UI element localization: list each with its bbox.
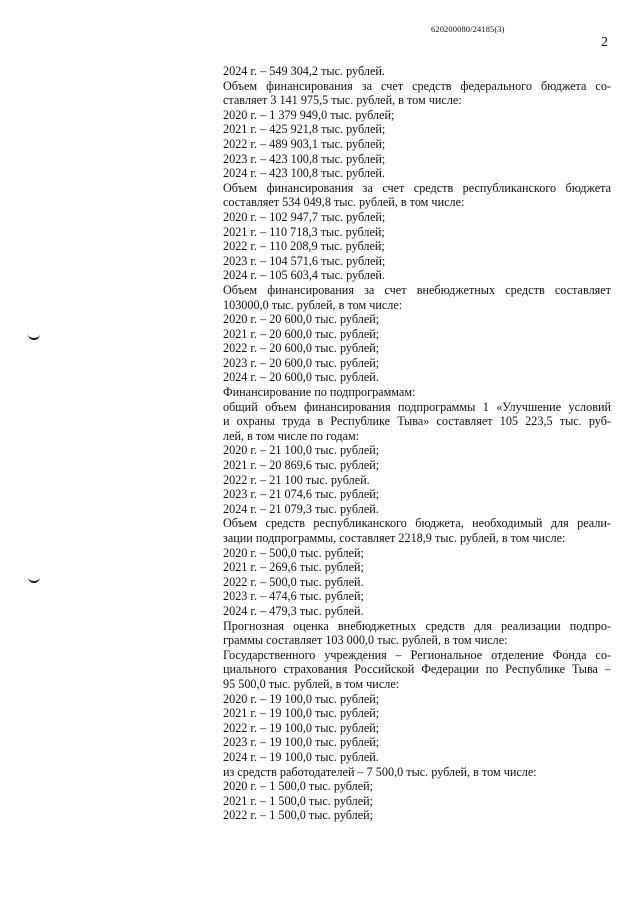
- text-line: 2024 г. – 20 600,0 тыс. рублей.: [223, 370, 379, 385]
- text-line: Прогнозная оценка внебюджетных средств для реализации подпро-: [223, 618, 611, 633]
- text-line: 2022 г. – 21 100 тыс. рублей.: [223, 472, 370, 487]
- text-line: 2021 г. – 110 718,3 тыс. рублей;: [223, 224, 385, 239]
- margin-mark: [28, 575, 40, 583]
- text-line: 2021 г. – 20 600,0 тыс. рублей;: [223, 326, 380, 341]
- text-line: 2022 г. – 110 208,9 тыс. рублей;: [223, 239, 385, 254]
- text-line: 2020 г. – 19 100,0 тыс. рублей;: [223, 691, 380, 706]
- document-id: 620200080/24185(3): [431, 24, 505, 34]
- text-line: 2021 г. – 20 869,6 тыс. рублей;: [223, 458, 380, 473]
- text-line: 2023 г. – 423 100,8 тыс. рублей;: [223, 151, 386, 166]
- text-line: составляет 534 049,8 тыс. рублей, в том числе:: [223, 195, 465, 210]
- text-line: Финансирование по подпрограммам:: [223, 385, 416, 400]
- text-line: 2023 г. – 104 571,6 тыс. рублей;: [223, 253, 386, 268]
- text-line: Объем финансирования за счет средств федерального бюджета со-: [223, 78, 611, 93]
- text-line: 2020 г. – 20 600,0 тыс. рублей;: [223, 312, 380, 327]
- text-line: Объем финансирования за счет средств республиканского бюджета: [223, 180, 611, 195]
- text-line: 2021 г. – 1 500,0 тыс. рублей;: [223, 793, 374, 808]
- text-line: 2020 г. – 102 947,7 тыс. рублей;: [223, 209, 386, 224]
- text-line: 2024 г. – 21 079,3 тыс. рублей.: [223, 501, 379, 516]
- text-line: 2021 г. – 269,6 тыс. рублей;: [223, 560, 364, 575]
- text-line: 103000,0 тыс. рублей, в том числе:: [223, 297, 403, 312]
- text-line: 2020 г. – 500,0 тыс. рублей;: [223, 545, 364, 560]
- text-line: Государственного учреждения – Региональное отделение Фонда со-: [223, 647, 611, 662]
- text-line: 2024 г. – 549 304,2 тыс. рублей.: [223, 64, 385, 78]
- body-text: [223, 64, 611, 823]
- text-line: общий объем финансирования подпрограммы 1 «Улучшение условий: [223, 399, 611, 414]
- text-line: Объем средств республиканского бюджета, необходимый для реали-: [223, 516, 611, 531]
- text-line: граммы составляет 103 000,0 тыс. рублей, в том числе:: [223, 633, 508, 648]
- text-line: 2023 г. – 21 074,6 тыс. рублей;: [223, 487, 380, 502]
- text-line: 2022 г. – 489 903,1 тыс. рублей;: [223, 136, 386, 151]
- text-line: зации подпрограммы, составляет 2218,9 тыс. рублей, в том числе:: [223, 531, 566, 545]
- text-line: 2024 г. – 19 100,0 тыс. рублей.: [223, 749, 379, 764]
- text-line: 2024 г. – 479,3 тыс. рублей.: [223, 603, 364, 618]
- text-line: и охраны труда в Республике Тыва» составляет 105 223,5 тыс. руб-: [223, 414, 611, 429]
- text-line: 2023 г. – 20 600,0 тыс. рублей;: [223, 355, 380, 370]
- text-line: 2020 г. – 1 379 949,0 тыс. рублей;: [223, 107, 395, 122]
- text-line: 2023 г. – 19 100,0 тыс. рублей;: [223, 735, 380, 750]
- text-line: 2022 г. – 500,0 тыс. рублей.: [223, 574, 364, 589]
- text-line: лей, в том числе по годам:: [223, 428, 360, 443]
- text-line: Объем финансирования за счет внебюджетных средств составляет: [223, 282, 611, 297]
- text-line: ставляет 3 141 975,5 тыс. рублей, в том числе:: [223, 93, 462, 108]
- text-line: циального страхования Российской Федерации по Республике Тыва –: [223, 662, 611, 677]
- text-line: 95 500,0 тыс. рублей, в том числе:: [223, 676, 400, 691]
- text-line: 2022 г. – 1 500,0 тыс. рублей;: [223, 808, 374, 823]
- margin-mark: [28, 332, 40, 340]
- text-line: 2021 г. – 19 100,0 тыс. рублей;: [223, 706, 380, 721]
- text-line: 2022 г. – 20 600,0 тыс. рублей;: [223, 341, 380, 356]
- text-line: 2022 г. – 19 100,0 тыс. рублей;: [223, 720, 380, 735]
- page-number: 2: [601, 35, 608, 50]
- text-line: 2020 г. – 21 100,0 тыс. рублей;: [223, 443, 380, 458]
- text-line: 2023 г. – 474,6 тыс. рублей;: [223, 589, 364, 604]
- text-line: 2021 г. – 425 921,8 тыс. рублей;: [223, 122, 386, 137]
- text-line: из средств работодателей – 7 500,0 тыс. рублей, в том числе:: [223, 764, 537, 779]
- text-line: 2024 г. – 423 100,8 тыс. рублей.: [223, 166, 385, 181]
- text-line: 2024 г. – 105 603,4 тыс. рублей.: [223, 268, 385, 283]
- text-line: 2020 г. – 1 500,0 тыс. рублей;: [223, 779, 374, 794]
